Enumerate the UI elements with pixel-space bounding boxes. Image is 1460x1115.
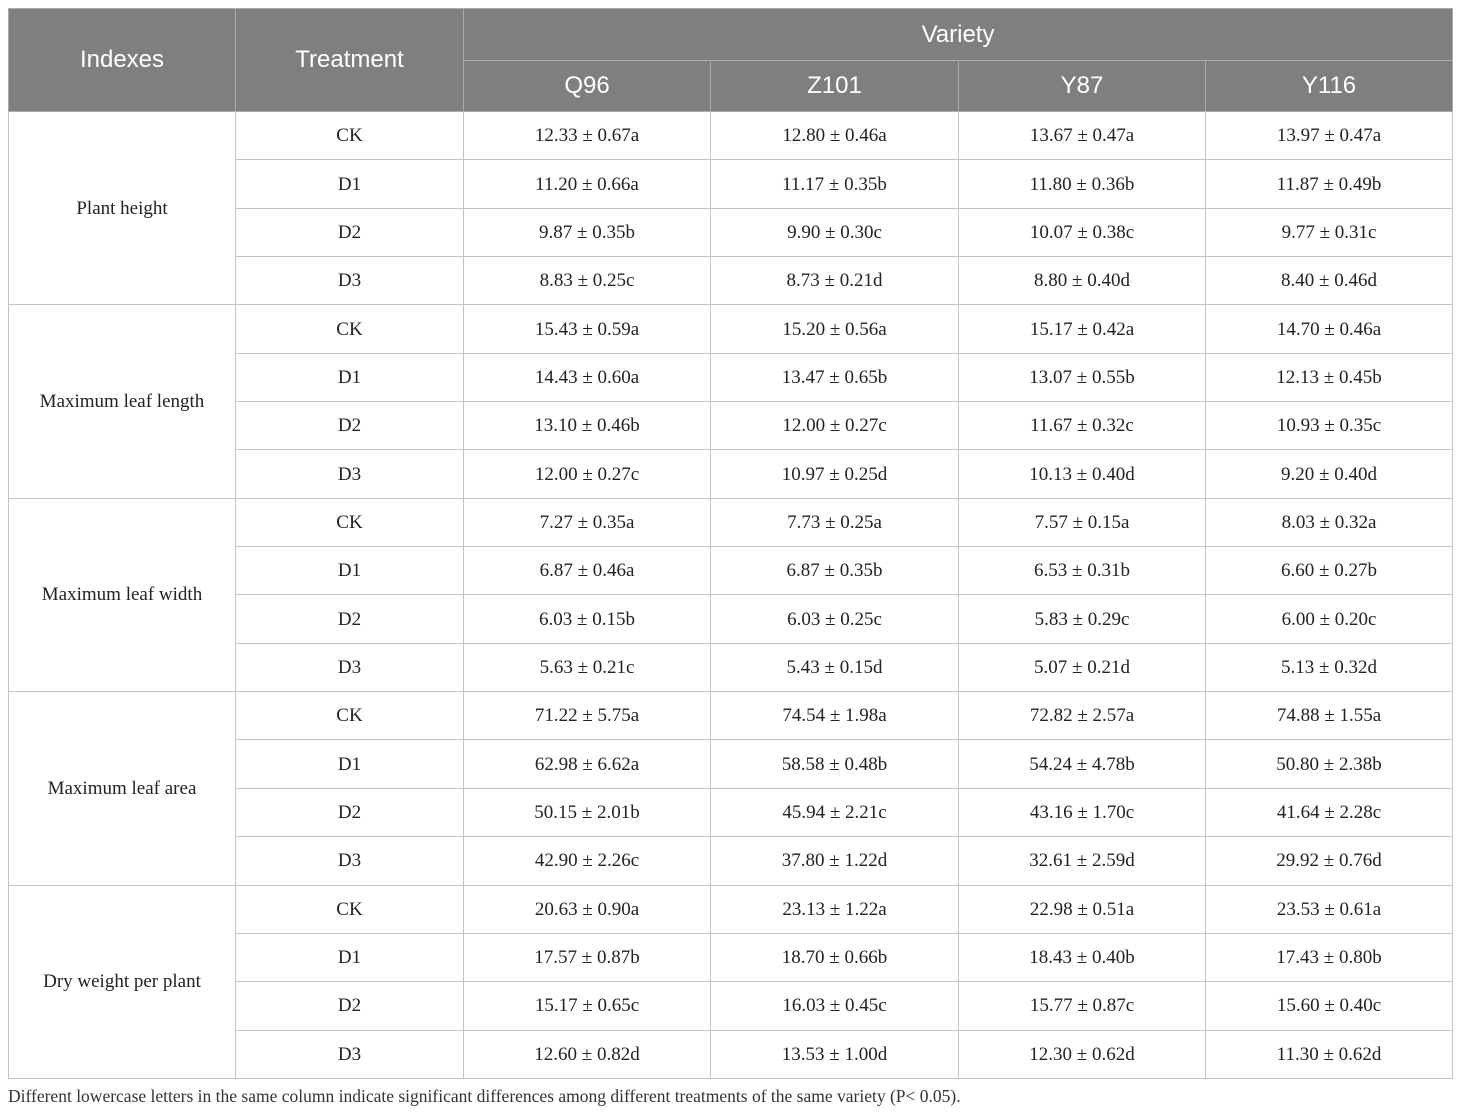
value-cell: 12.30 ± 0.62d <box>959 1030 1206 1078</box>
header-variety-z101: Z101 <box>711 61 959 112</box>
value-cell: 12.80 ± 0.46a <box>711 112 959 160</box>
value-cell: 17.43 ± 0.80b <box>1206 933 1453 981</box>
header-variety-q96: Q96 <box>464 61 711 112</box>
value-cell: 54.24 ± 4.78b <box>959 740 1206 788</box>
value-cell: 18.70 ± 0.66b <box>711 933 959 981</box>
treatment-cell: D2 <box>236 402 464 450</box>
value-cell: 6.03 ± 0.15b <box>464 595 711 643</box>
value-cell: 11.80 ± 0.36b <box>959 160 1206 208</box>
treatment-cell: D1 <box>236 353 464 401</box>
value-cell: 71.22 ± 5.75a <box>464 692 711 740</box>
value-cell: 5.63 ± 0.21c <box>464 643 711 691</box>
value-cell: 9.20 ± 0.40d <box>1206 450 1453 498</box>
value-cell: 7.57 ± 0.15a <box>959 498 1206 546</box>
value-cell: 12.00 ± 0.27c <box>711 402 959 450</box>
value-cell: 5.07 ± 0.21d <box>959 643 1206 691</box>
header-variety-y116: Y116 <box>1206 61 1453 112</box>
header-indexes: Indexes <box>9 9 236 112</box>
value-cell: 5.43 ± 0.15d <box>711 643 959 691</box>
index-cell: Maximum leaf length <box>9 305 236 498</box>
treatment-cell: D2 <box>236 788 464 836</box>
header-variety: Variety <box>464 9 1453 61</box>
treatment-cell: CK <box>236 112 464 160</box>
value-cell: 11.20 ± 0.66a <box>464 160 711 208</box>
value-cell: 17.57 ± 0.87b <box>464 933 711 981</box>
index-cell: Maximum leaf area <box>9 692 236 885</box>
value-cell: 12.13 ± 0.45b <box>1206 353 1453 401</box>
value-cell: 7.73 ± 0.25a <box>711 498 959 546</box>
value-cell: 9.87 ± 0.35b <box>464 208 711 256</box>
value-cell: 11.17 ± 0.35b <box>711 160 959 208</box>
value-cell: 37.80 ± 1.22d <box>711 837 959 885</box>
treatment-cell: D3 <box>236 837 464 885</box>
value-cell: 32.61 ± 2.59d <box>959 837 1206 885</box>
value-cell: 13.53 ± 1.00d <box>711 1030 959 1078</box>
value-cell: 10.97 ± 0.25d <box>711 450 959 498</box>
value-cell: 62.98 ± 6.62a <box>464 740 711 788</box>
table-row <box>9 305 1453 353</box>
value-cell: 12.60 ± 0.82d <box>464 1030 711 1078</box>
value-cell: 6.53 ± 0.31b <box>959 547 1206 595</box>
treatment-cell: D1 <box>236 740 464 788</box>
value-cell: 10.07 ± 0.38c <box>959 208 1206 256</box>
value-cell: 72.82 ± 2.57a <box>959 692 1206 740</box>
value-cell: 29.92 ± 0.76d <box>1206 837 1453 885</box>
header-treatment: Treatment <box>236 9 464 112</box>
value-cell: 16.03 ± 0.45c <box>711 982 959 1030</box>
value-cell: 41.64 ± 2.28c <box>1206 788 1453 836</box>
index-cell: Maximum leaf width <box>9 498 236 691</box>
treatment-cell: D3 <box>236 257 464 305</box>
results-table <box>8 8 1453 1079</box>
treatment-cell: CK <box>236 885 464 933</box>
value-cell: 58.58 ± 0.48b <box>711 740 959 788</box>
value-cell: 8.83 ± 0.25c <box>464 257 711 305</box>
value-cell: 6.60 ± 0.27b <box>1206 547 1453 595</box>
value-cell: 50.15 ± 2.01b <box>464 788 711 836</box>
value-cell: 13.97 ± 0.47a <box>1206 112 1453 160</box>
value-cell: 10.93 ± 0.35c <box>1206 402 1453 450</box>
value-cell: 23.53 ± 0.61a <box>1206 885 1453 933</box>
table-row <box>9 112 1453 160</box>
value-cell: 7.27 ± 0.35a <box>464 498 711 546</box>
treatment-cell: D1 <box>236 160 464 208</box>
value-cell: 11.30 ± 0.62d <box>1206 1030 1453 1078</box>
value-cell: 6.87 ± 0.46a <box>464 547 711 595</box>
value-cell: 9.90 ± 0.30c <box>711 208 959 256</box>
value-cell: 15.60 ± 0.40c <box>1206 982 1453 1030</box>
value-cell: 6.03 ± 0.25c <box>711 595 959 643</box>
table-row <box>9 498 1453 546</box>
treatment-cell: D3 <box>236 450 464 498</box>
value-cell: 23.13 ± 1.22a <box>711 885 959 933</box>
value-cell: 14.70 ± 0.46a <box>1206 305 1453 353</box>
treatment-cell: CK <box>236 692 464 740</box>
value-cell: 74.88 ± 1.55a <box>1206 692 1453 740</box>
value-cell: 13.67 ± 0.47a <box>959 112 1206 160</box>
treatment-cell: D2 <box>236 982 464 1030</box>
treatment-cell: D1 <box>236 933 464 981</box>
value-cell: 22.98 ± 0.51a <box>959 885 1206 933</box>
header-row-top <box>9 9 1453 61</box>
value-cell: 6.87 ± 0.35b <box>711 547 959 595</box>
value-cell: 13.47 ± 0.65b <box>711 353 959 401</box>
value-cell: 12.00 ± 0.27c <box>464 450 711 498</box>
table-row <box>9 692 1453 740</box>
value-cell: 8.03 ± 0.32a <box>1206 498 1453 546</box>
value-cell: 13.07 ± 0.55b <box>959 353 1206 401</box>
table-row <box>9 885 1453 933</box>
value-cell: 8.80 ± 0.40d <box>959 257 1206 305</box>
table-body <box>9 112 1453 1079</box>
value-cell: 43.16 ± 1.70c <box>959 788 1206 836</box>
value-cell: 11.67 ± 0.32c <box>959 402 1206 450</box>
treatment-cell: D1 <box>236 547 464 595</box>
treatment-cell: D2 <box>236 208 464 256</box>
index-cell: Dry weight per plant <box>9 885 236 1078</box>
value-cell: 74.54 ± 1.98a <box>711 692 959 740</box>
treatment-cell: CK <box>236 305 464 353</box>
value-cell: 15.43 ± 0.59a <box>464 305 711 353</box>
value-cell: 15.20 ± 0.56a <box>711 305 959 353</box>
value-cell: 15.17 ± 0.42a <box>959 305 1206 353</box>
value-cell: 45.94 ± 2.21c <box>711 788 959 836</box>
value-cell: 5.83 ± 0.29c <box>959 595 1206 643</box>
table-footnote: Different lowercase letters in the same column indicate significant differences among different treatments of the same variety (P< 0.05). <box>8 1086 961 1106</box>
value-cell: 12.33 ± 0.67a <box>464 112 711 160</box>
treatment-cell: D3 <box>236 1030 464 1078</box>
value-cell: 11.87 ± 0.49b <box>1206 160 1453 208</box>
treatment-cell: D2 <box>236 595 464 643</box>
value-cell: 9.77 ± 0.31c <box>1206 208 1453 256</box>
value-cell: 42.90 ± 2.26c <box>464 837 711 885</box>
value-cell: 15.77 ± 0.87c <box>959 982 1206 1030</box>
index-cell: Plant height <box>9 112 236 305</box>
value-cell: 18.43 ± 0.40b <box>959 933 1206 981</box>
value-cell: 6.00 ± 0.20c <box>1206 595 1453 643</box>
value-cell: 10.13 ± 0.40d <box>959 450 1206 498</box>
value-cell: 15.17 ± 0.65c <box>464 982 711 1030</box>
value-cell: 8.40 ± 0.46d <box>1206 257 1453 305</box>
header-variety-y87: Y87 <box>959 61 1206 112</box>
treatment-cell: CK <box>236 498 464 546</box>
value-cell: 13.10 ± 0.46b <box>464 402 711 450</box>
value-cell: 8.73 ± 0.21d <box>711 257 959 305</box>
value-cell: 20.63 ± 0.90a <box>464 885 711 933</box>
value-cell: 50.80 ± 2.38b <box>1206 740 1453 788</box>
value-cell: 14.43 ± 0.60a <box>464 353 711 401</box>
value-cell: 5.13 ± 0.32d <box>1206 643 1453 691</box>
table-header <box>9 9 1453 112</box>
treatment-cell: D3 <box>236 643 464 691</box>
